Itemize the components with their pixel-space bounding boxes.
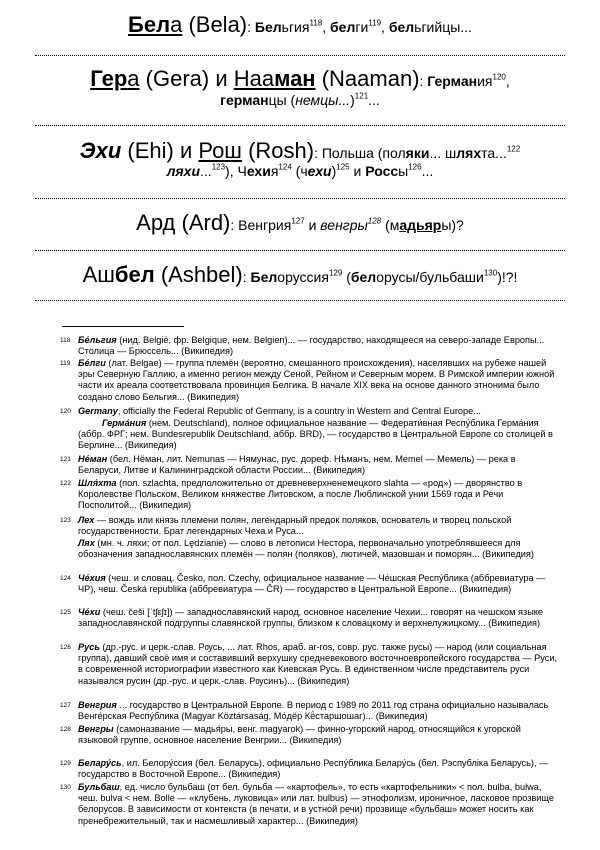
footnote-ref-125[interactable]: 125 (336, 162, 350, 172)
footnote-118: 118 Бе́льгия (нид. België, фр. Belgique, нем. Belgien)... — государство, находящееся на северо-западе Европы... Столица — Брюссель... (Википедия) (60, 335, 545, 357)
footnote-124: 124 Че́хия (чеш. и словац. Česko, пол. Czechy, официальное название — Че́шская Респу́блика (аббревиатура — ЧР), чеш. Česká republika (аббревиатура — ČR) — государство в Центральной Европе... (Википедия) (60, 573, 546, 595)
footnote-120: 120 Germany, officially the Federal Republic of Germany, is a country in Western and Central Europe... (60, 406, 481, 416)
footnote-122: 122 Шля́хта (пол. szlachta, предположительно от древневерхненемецкого slahta — «род») — дворянство в Королевстве Польском, Великом княжестве Литовском, а после Люблинской унии 1569 года и Речи Посполитой... (Википедия) (60, 478, 523, 511)
footnote-ref-128[interactable]: 128 (367, 216, 382, 226)
footnote-ref-129[interactable]: 129 (328, 268, 343, 278)
heading-ard: Ард (Ard): Венгрия$^{127}$ и венгры$^{128}$ (мадьяры)? (136, 210, 464, 235)
footnote-123-lyakh: Лях (мн. ч. ляхи; от пол. Lędzianie) — слово в летописи Нестора, первоначально употреблявшееся для обозначения западнославянских племён — полян (поляков), лютичей, мазовшан и поморян... (Википедия) (78, 538, 534, 560)
heading-ehi-rosh: Эхи (Ehi) и Рош (Rosh): Польша (поляки... шляхта...$^{122}$ (79, 138, 521, 163)
footnote-128: 128 Венгры (самоназвание — мадья́ры, венг. magyarok) — финно-угорский народ, относящийся к угорской языковой группе, основное население Венгрии... (Википедия) (60, 724, 521, 746)
footnote-129: 129 Белару́сь, ил. Белору́ссия (бел. Беларусь), официально Респу́блика Белару́сь (бел. Рэспубліка Беларусь), — государство в Восточной Европе... (Википедия) (60, 758, 549, 780)
footnote-123: 123 Лех — вождь или князь племени полян, легендарный предок поляков, основатель и творец польской государственности. Брат легендарных Чеха и Руса... (60, 515, 512, 537)
footnote-ref-120[interactable]: 120 (492, 72, 506, 82)
heading-gera-line2: германцы (немцы...)$^{121}$... (220, 91, 380, 108)
footnote-121: 121 Не́ман (бел. Нёман, лит. Nemunas — Нямунас, рус. дореф. Нѣманъ, нем. Memel — Мемель) — река в Беларуси, Литве и Калининградской области России... (Википедия) (60, 454, 516, 476)
heading-bela: Бела (Bela): Бельгия$^{118}$, белги$^{119}$, бельгийцы... (128, 12, 472, 37)
footnote-125: 125 Че́хи (чеш. češi [ˈtʃɛʃɪ]) — западнославянский народ, основное население Чехии... говорят на чешском языке западнославянской подгруппы славянской группы, близком к словацкому и верхнелужицкому... (Википедия) (60, 607, 544, 629)
heading-ehi-rosh-line2: ляхи...$^{123}$), Чехия$^{124}$ (чехи)$^{125}$ и Россы$^{126}$... (166, 162, 434, 179)
footnote-ref-118[interactable]: 118 (309, 18, 323, 28)
dotted-divider (35, 125, 565, 126)
footnote-ref-121[interactable]: 121 (354, 91, 369, 101)
heading-gera: Гера (Gera) и Нааман (Naaman): Германия$^{120}$, (90, 66, 510, 91)
dotted-divider (35, 198, 565, 199)
dotted-divider (35, 55, 565, 56)
footnote-ref-130[interactable]: 130 (483, 268, 498, 278)
footnote-ref-124[interactable]: 124 (278, 162, 292, 172)
footnote-126: 126 Русь (др.-рус. и церк.-слав. Рѹсь, ... лат. Rhos, араб. ar-ros, совр. рус. также русы) — народ (или социальная группа), давший своё имя и составивший верхушку средневекового восточноевропейского государства — Руси, в современной историографии известного как Киевская Русь. В единственном числе представитель руси назывался русин (др.-рус. и церк.-слав. Рѹсинъ)... (Википедия) (60, 642, 558, 686)
heading-bela-root: Бел (128, 12, 171, 37)
footnote-ref-127[interactable]: 127 (291, 216, 305, 226)
footnote-127: 127 Венгрия ... государство в Центральной Европе. В период с 1989 по 2011 год страна официально называлась Венге́рская Респу́блика (Magyar Köztársaság, Мо́дёр Кё́старшошаг)... (Википедия) (60, 700, 549, 722)
footnote-separator (62, 326, 184, 327)
dotted-divider (35, 300, 565, 301)
footnote-120-ru: Герма́ния (нем. Deutschland), полное официальное название — Федерати́вная Респу́блика Герма́ния (аббр. ФРГ; нем. Bundesrepublik Deutschland, аббр. BRD), — государство в Центральной Европе со столицей в Берлине... (Википедия) (78, 418, 553, 451)
footnote-130: 130 Бульбаш, ед. число бульбаш (от бел. бульба — «картофель», то есть «картофельники» < пол. bulba, bulwa, чеш. bulva < нем. Bolle — «клубень, луковица» или лат. bulbus) — этнофолизм, ироничное, ласковое прозвище белорусов. В зависимости от контекста (в печати, и в устной речи) прозвище «бульбаш» может носить как пренебрежительный, так и насмешливый характер... (Википедия) (60, 782, 554, 826)
footnote-119: 119 Бе́лги (лат. Belgae) — группа племён (вероятно, смешанного происхождения), населявших на рубеже нашей эры Северную Галлию, а именно регион между Сеной, Рейном и Северным морем. В Римской империи южной части их ареала соответствовала провинция Белгика. В начале XIX века на основе данного этнонима было создано слово Бельгия... (Википедия) (60, 358, 555, 402)
footnote-ref-119[interactable]: 119 (368, 18, 382, 28)
heading-ashbel: Ашбел (Ashbel): Белоруссия$^{129}$ (белорусы/бульбаши$^{130}$)!?! (82, 262, 518, 287)
footnote-ref-123[interactable]: 123 (211, 162, 226, 172)
dotted-divider (35, 250, 565, 251)
footnote-ref-122[interactable]: 122 (506, 144, 521, 154)
footnote-ref-126[interactable]: 126 (408, 162, 422, 172)
